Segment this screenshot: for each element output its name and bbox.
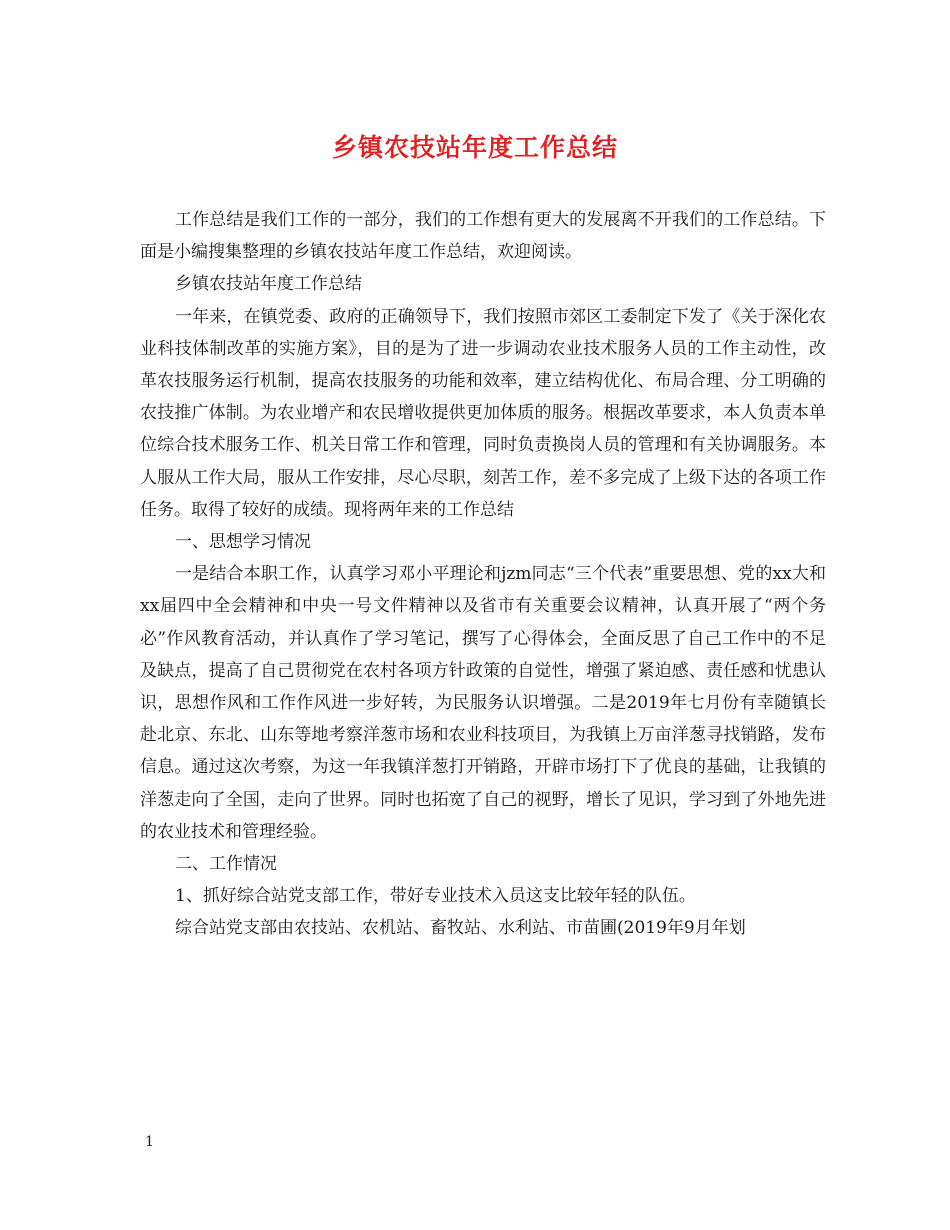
section-heading-work: 二、工作情况 [175,854,277,875]
section-heading-thought: 一、思想学习情况 [175,532,311,553]
page-number: 1 [145,1134,154,1150]
intro-paragraph: 工作总结是我们工作的一部分，我们的工作想有更大的发展离不开我们的工作总结。下面是小编搜集整理的乡镇农技站年度工作总结，欢迎阅读。 [140,210,826,263]
document-body [140,204,826,945]
thought-paragraph: 一是结合本职工作，认真学习邓小平理论和jzm同志“三个代表”重要思想、党的xx大和xx届四中全会精神和中央一号文件精神以及省市有关重要会议精神，认真开展了“两个务必”作风教育活动，并认真作了学习笔记，撰写了心得体会，全面反思了自己工作中的不足及缺点，提高了自己贯彻党在农村各项方针政策的自觉性，增强了紧迫感、责任感和忧患认识，思想作风和工作作风进一步好转，为民服务认识增强。二是2019年七月份有幸随镇长赴北京、东北、山东等地考察洋葱市场和农业科技项目，为我镇上万亩洋葱寻找销路，发布信息。通过这次考察，为这一年我镇洋葱打开销路，开辟市场打下了优良的基础，让我镇的洋葱走向了全国，走向了世界。同时也拓宽了自己的视野，增长了见识，学习到了外地先进的农业技术和管理经验。 [140,564,826,842]
work-item-1: 1、抓好综合站党支部工作，带好专业技术入员这支比较年轻的队伍。 [175,886,696,907]
document-title: 乡镇农技站年度工作总结 [331,133,618,162]
work-paragraph: 综合站党支部由农技站、农机站、畜牧站、水利站、市苗圃(2019年9月年划 [175,918,746,939]
subtitle-paragraph: 乡镇农技站年度工作总结 [175,274,362,295]
summary-paragraph: 一年来，在镇党委、政府的正确领导下，我们按照市郊区工委制定下发了《关于深化农业科技体制改革的实施方案》，目的是为了进一步调动农业技术服务人员的工作主动性，改革农技服务运行机制，提高农技服务的功能和效率，建立结构优化、布局合理、分工明确的农技推广体制。为农业增产和农民增收提供更加体质的服务。根据改革要求，本人负责本单位综合技术服务工作、机关日常工作和管理，同时负责换岗人员的管理和有关协调服务。本人服从工作大局，服从工作安排，尽心尽职，刻苦工作，差不多完成了上级下达的各项工作任务。取得了较好的成绩。现将两年来的工作总结 [140,306,826,520]
